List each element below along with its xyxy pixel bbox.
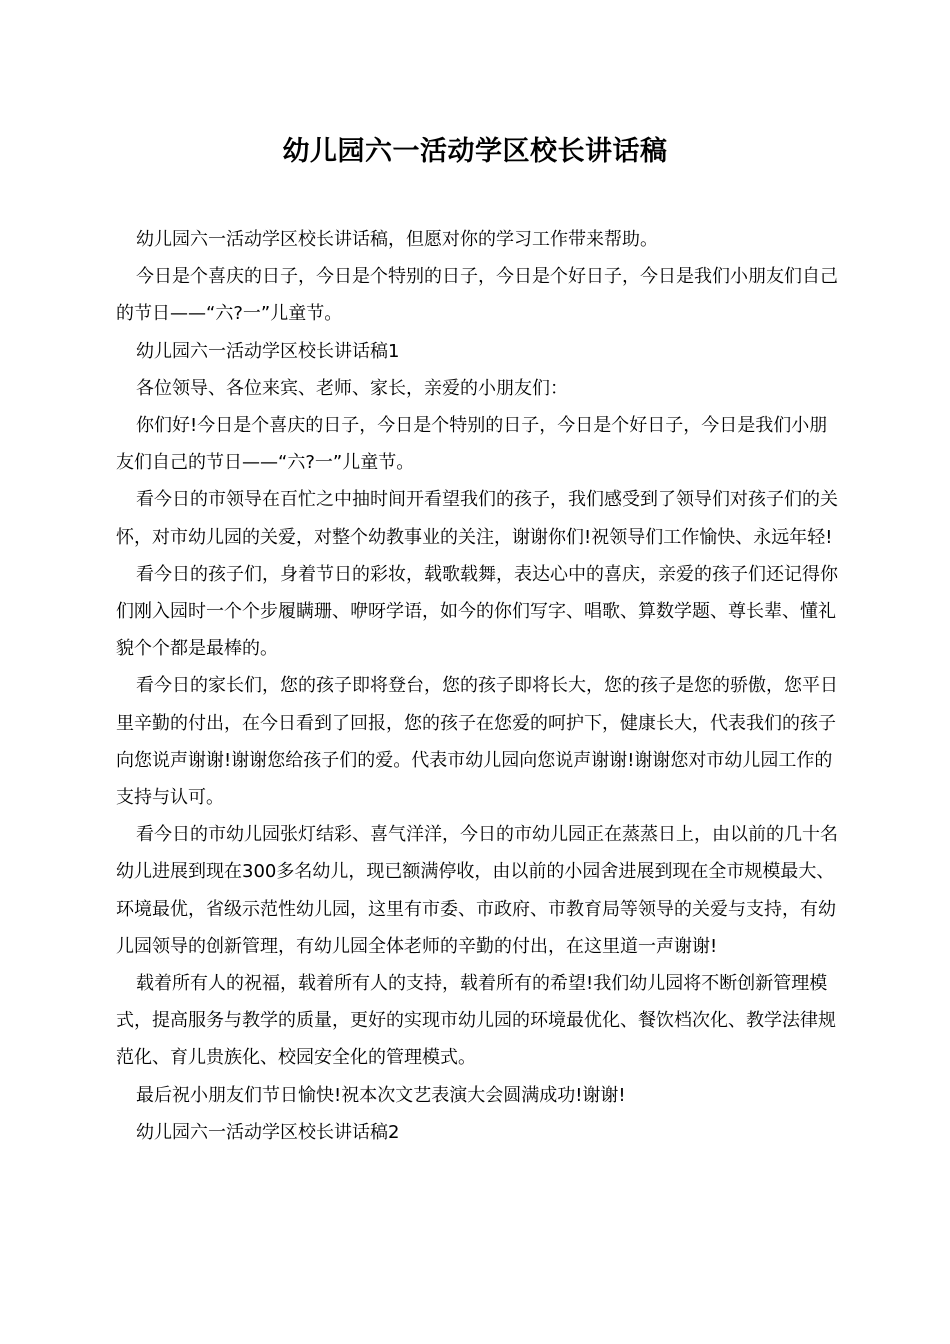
section-heading-2: 幼儿园六一活动学区校长讲话稿2 <box>136 1121 400 1143</box>
paragraph-closing: 最后祝小朋友们节日愉快!祝本次文艺表演大会圆满成功!谢谢! <box>136 1084 626 1106</box>
paragraph-opening: 今日是个喜庆的日子，今日是个特别的日子，今日是个好日子，今日是我们小朋友们自己的节日——“六?一”儿童节。 <box>116 266 838 325</box>
paragraph-leaders: 看今日的市领导在百忙之中抽时间开看望我们的孩子，我们感受到了领导们对孩子们的关怀，对市幼儿园的关爱，对整个幼教事业的关注，谢谢你们!祝领导们工作愉快、永远年轻! <box>116 489 838 548</box>
document-body <box>116 221 843 1151</box>
paragraph-children: 看今日的孩子们，身着节日的彩妆，载歌载舞，表达心中的喜庆，亲爱的孩子们还记得你们刚入园时一个个步履瞒珊、咿呀学语，如今的你们写字、唱歌、算数学题、尊长辈、懂礼貌个个都是最棒的。 <box>116 563 838 660</box>
paragraph-parents: 看今日的家长们，您的孩子即将登台，您的孩子即将长大，您的孩子是您的骄傲，您平日里辛勤的付出，在今日看到了回报，您的孩子在您爱的呵护下，健康长大，代表我们的孩子向您说声谢谢!谢谢您给孩子们的爱。代表市幼儿园向您说声谢谢!谢谢您对市幼儿园工作的支持与认可。 <box>116 675 838 809</box>
paragraph-kindergarten: 看今日的市幼儿园张灯结彩、喜气洋洋，今日的市幼儿园正在蒸蒸日上，由以前的几十名幼儿进展到现在300多名幼儿，现已额满停收，由以前的小园舍进展到现在全市规模最大、环境最优，省级示范性幼儿园，这里有市委、市政府、市教育局等领导的关爱与支持，有幼儿园领导的创新管理，有幼儿园全体老师的辛勤的付出，在这里道一声谢谢! <box>116 824 838 957</box>
section-heading-1: 幼儿园六一活动学区校长讲话稿1 <box>136 340 400 362</box>
paragraph-salutation: 各位领导、各位来宾、老师、家长，亲爱的小朋友们： <box>136 377 568 399</box>
paragraph-greeting: 你们好!今日是个喜庆的日子，今日是个特别的日子，今日是个好日子，今日是我们小朋友们自己的节日——“六?一”儿童节。 <box>116 415 828 474</box>
document-title: 幼儿园六一活动学区校长讲话稿 <box>282 136 668 167</box>
paragraph-future: 载着所有人的祝福，载着所有人的支持，载着所有的希望!我们幼儿园将不断创新管理模式，提高服务与教学的质量，更好的实现市幼儿园的环境最优化、餐饮档次化、教学法律规范化、育儿贵族化、校园安全化的管理模式。 <box>116 973 836 1069</box>
paragraph-intro: 幼儿园六一活动学区校长讲话稿，但愿对你的学习工作带来帮助。 <box>136 229 658 250</box>
